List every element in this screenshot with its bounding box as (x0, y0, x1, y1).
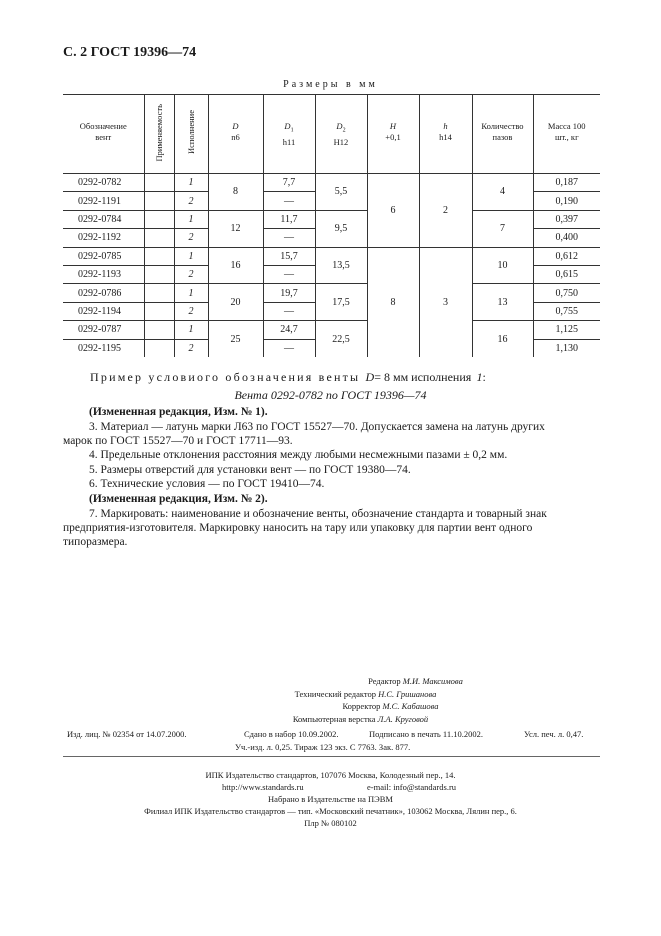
cell-D1: — (263, 302, 315, 320)
cell-slots: 13 (472, 284, 533, 321)
cell-mass: 0,190 (533, 192, 600, 210)
cell-D2: 9,5 (315, 210, 367, 247)
cell-vent: 0292-1193 (63, 265, 144, 283)
cell-D: 25 (208, 321, 263, 358)
cell-vent: 0292-0784 (63, 210, 144, 228)
item-7-line3: типоразмера. (63, 536, 128, 548)
table-row (63, 321, 600, 339)
imprint-signed: Подписано в печать 11.10.2002. (369, 729, 483, 739)
cell-D1: — (263, 265, 315, 283)
table-row (63, 210, 600, 228)
cell-applicability (144, 210, 174, 228)
item-6: 6. Технические условия — по ГОСТ 19410—74. (89, 478, 325, 490)
col-mass: Масса 100 шт., кг (533, 95, 600, 174)
table-header-row (63, 95, 600, 174)
revision-note-2: (Измененная редакция, Изм. № 2). (89, 493, 268, 505)
cell-vent: 0292-0787 (63, 321, 144, 339)
cell-D1: — (263, 339, 315, 357)
cell-vent: 0292-1192 (63, 229, 144, 247)
cell-vent: 0292-0786 (63, 284, 144, 302)
cell-applicability (144, 192, 174, 210)
cell-exec: 1 (174, 247, 208, 265)
cell-exec: 2 (174, 265, 208, 283)
table-row (63, 284, 600, 302)
cell-exec: 2 (174, 302, 208, 320)
cell-exec: 1 (174, 284, 208, 302)
publisher-line3: Набрано в Издательстве на ПЭВМ (268, 794, 393, 804)
cell-D1: 24,7 (263, 321, 315, 339)
cell-slots: 10 (472, 247, 533, 284)
cell-applicability (144, 174, 174, 192)
cell-applicability (144, 229, 174, 247)
cell-slots: 7 (472, 210, 533, 247)
item-5: 5. Размеры отверстий для установки вент — по ГОСТ 19380—74. (89, 464, 411, 476)
item-4: 4. Предельные отклонения расстояния между любыми несмежными пазами ± 0,2 мм. (89, 449, 508, 461)
col-applicability: Применяемость (144, 95, 174, 174)
cell-exec: 1 (174, 174, 208, 192)
cell-applicability (144, 265, 174, 283)
cell-applicability (144, 284, 174, 302)
cell-exec: 2 (174, 229, 208, 247)
cell-applicability (144, 247, 174, 265)
cell-D: 20 (208, 284, 263, 321)
designation-example: Пример условиого обозначения венты D= 8 мм исполнения 1: (90, 370, 486, 384)
publisher-line1: ИПК Издательство стандартов, 107076 Москва, Колодезный пер., 14. (205, 770, 456, 780)
col-D1: $D_1$ h11 (263, 95, 315, 174)
revision-note-1: (Измененная редакция, Изм. № 1). (89, 406, 268, 418)
cell-D1: 15,7 (263, 247, 315, 265)
cell-slots: 16 (472, 321, 533, 358)
item-7-line2: предприятия-изготовителя. Маркировку наносить на тару или упаковку для партии вент одного (63, 522, 533, 534)
table-row (63, 174, 600, 192)
col-execution: Исполнение (174, 95, 208, 174)
cell-mass: 0,400 (533, 229, 600, 247)
cell-exec: 1 (174, 210, 208, 228)
cell-vent: 0292-0785 (63, 247, 144, 265)
item-7-line1: 7. Маркировать: наименование и обозначение венты, обозначение стандарта и товарный знак (89, 508, 547, 520)
cell-mass: 1,125 (533, 321, 600, 339)
cell-h: 2 (419, 174, 472, 248)
cell-h: 3 (419, 247, 472, 357)
cell-mass: 0,187 (533, 174, 600, 192)
cell-vent: 0292-1195 (63, 339, 144, 357)
cell-slots: 4 (472, 174, 533, 211)
divider (63, 756, 600, 757)
cell-D1: — (263, 192, 315, 210)
cell-mass: 0,750 (533, 284, 600, 302)
cell-D: 16 (208, 247, 263, 284)
cell-mass: 0,612 (533, 247, 600, 265)
designation-example-line2: Вента 0292-0782 по ГОСТ 19396—74 (234, 388, 427, 402)
col-D: D n6 (208, 95, 263, 174)
publisher-line4: Филиал ИПК Издательство стандартов — тип. «Московский печатник», 103062 Москва, Лялин пер., 6. (144, 806, 517, 816)
page-header: С. 2 ГОСТ 19396—74 (63, 45, 197, 60)
col-D2: $D_2$ H12 (315, 95, 367, 174)
cell-applicability (144, 302, 174, 320)
cell-D2: 17,5 (315, 284, 367, 321)
cell-mass: 0,755 (533, 302, 600, 320)
cell-applicability (144, 321, 174, 339)
publisher-line5: Плр № 080102 (304, 818, 357, 828)
cell-mass: 0,615 (533, 265, 600, 283)
publisher-url: http://www.standards.ru (222, 782, 304, 792)
cell-D2: 5,5 (315, 174, 367, 211)
item-3-line1: 3. Материал — латунь марки Л63 по ГОСТ 15527—70. Допускается замена на латунь других (89, 421, 545, 433)
cell-mass: 0,397 (533, 210, 600, 228)
cell-vent: 0292-0782 (63, 174, 144, 192)
imprint-sent: Сдано в набор 10.09.2002. (244, 729, 339, 739)
cell-D: 12 (208, 210, 263, 247)
units-caption: Размеры в мм (283, 79, 378, 90)
credits-block: Редактор М.И. Максимова Технический редактор Н.С. Гришанова Корректор М.С. Кабашова Компьютерная верстка Л.А. Круговой (292, 676, 463, 724)
item-3-line2: марок по ГОСТ 15527—70 и ГОСТ 17711—93. (63, 435, 293, 447)
cell-D1: 19,7 (263, 284, 315, 302)
cell-vent: 0292-1194 (63, 302, 144, 320)
col-h: h h14 (419, 95, 472, 174)
cell-exec: 2 (174, 339, 208, 357)
cell-applicability (144, 339, 174, 357)
imprint-line2: Уч.-изд. л. 0,25. Тираж 123 экз. С 7763. Зак. 877. (235, 742, 411, 752)
cell-H: 6 (367, 174, 419, 248)
cell-exec: 1 (174, 321, 208, 339)
table-row (63, 247, 600, 265)
cell-D1: — (263, 229, 315, 247)
col-H: H +0,1 (367, 95, 419, 174)
cell-H: 8 (367, 247, 419, 357)
cell-D: 8 (208, 174, 263, 211)
cell-D2: 22,5 (315, 321, 367, 358)
imprint-license: Изд. лиц. № 02354 от 14.07.2000. (67, 729, 187, 739)
imprint-pages: Усл. печ. л. 0,47. (524, 729, 584, 739)
cell-vent: 0292-1191 (63, 192, 144, 210)
publisher-email: e-mail: info@standards.ru (367, 782, 457, 792)
cell-D1: 7,7 (263, 174, 315, 192)
cell-exec: 2 (174, 192, 208, 210)
col-slots: Количество пазов (472, 95, 533, 174)
cell-D2: 13,5 (315, 247, 367, 284)
col-designation: Обозначение вент (63, 95, 144, 174)
cell-mass: 1,130 (533, 339, 600, 357)
cell-D1: 11,7 (263, 210, 315, 228)
dimensions-table (63, 94, 600, 357)
